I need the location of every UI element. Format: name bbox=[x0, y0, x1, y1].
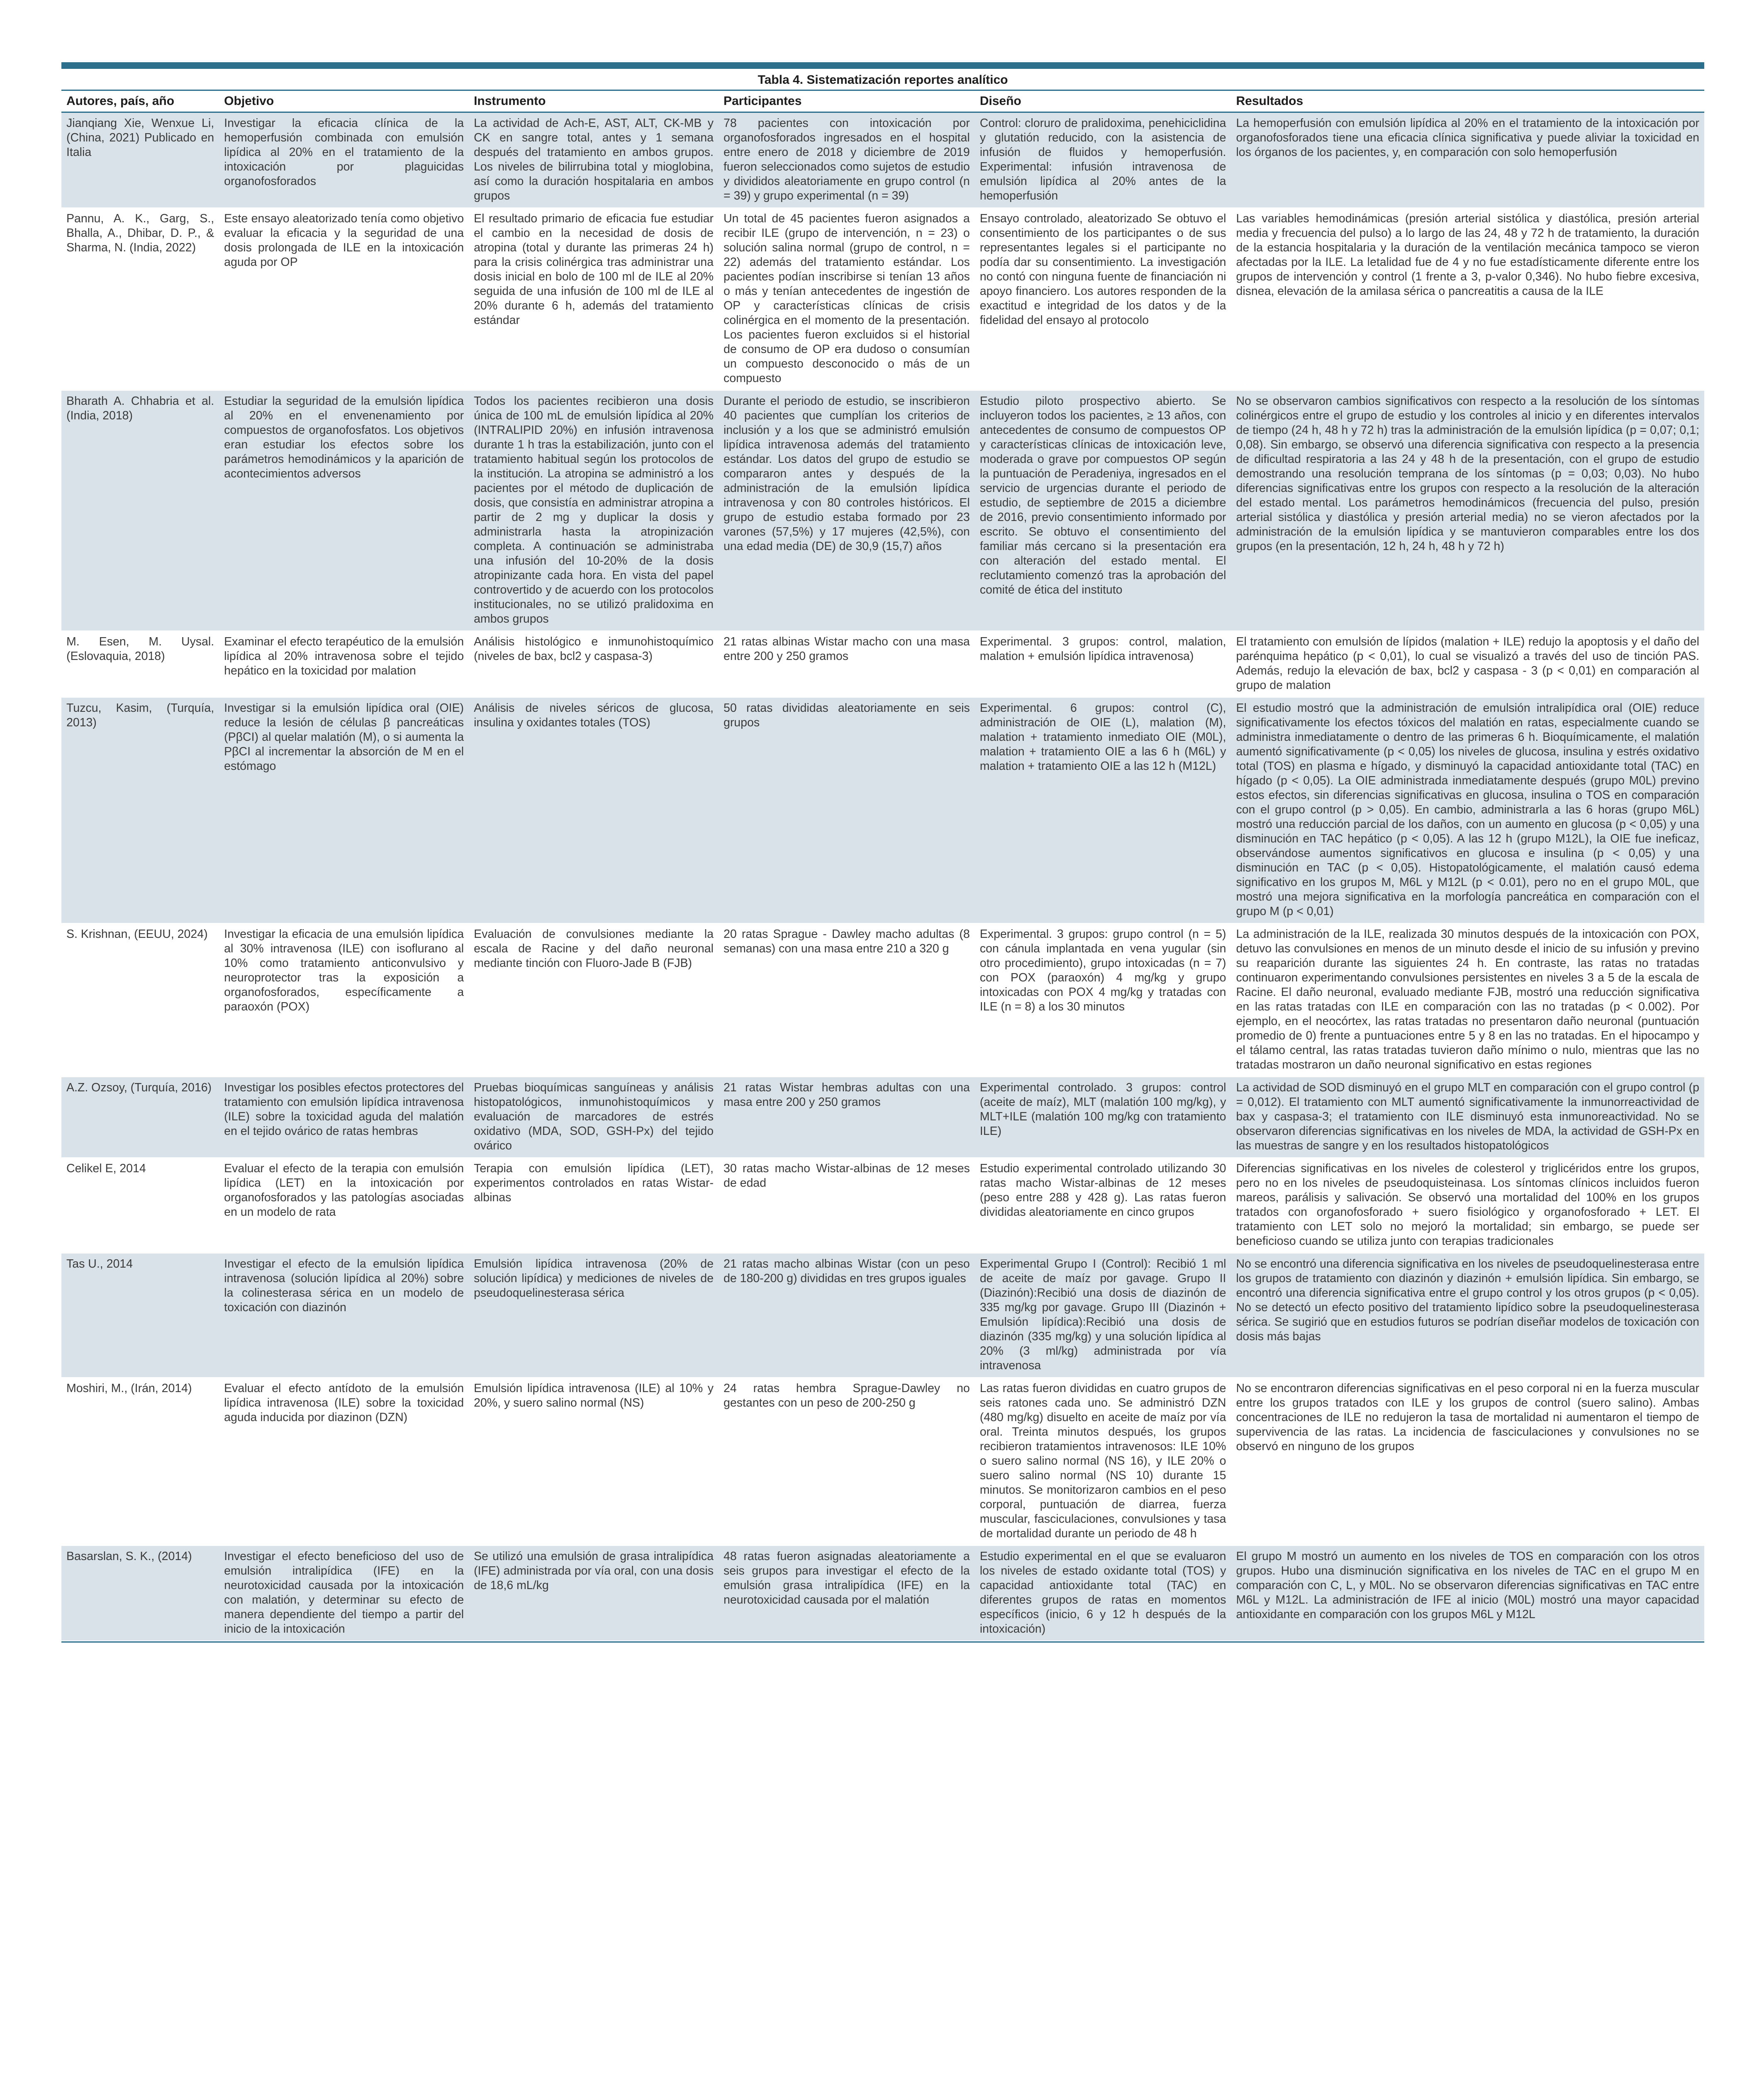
cell-diseno: Ensayo controlado, aleatorizado Se obtuvo el consentimiento de los participantes o de sus representantes legales si el participante no podía dar su consentimiento. La investigación no contó con ninguna fuente de financiación ni apoyo financiero. Los autores responden de la exactitud e integridad de los datos y de la fidelidad del ensayo al protocolo bbox=[975, 208, 1231, 390]
header-instrumento: Instrumento bbox=[469, 91, 719, 112]
table-row bbox=[61, 1077, 1704, 1158]
top-rule bbox=[61, 62, 1704, 69]
cell-objetivo: Evaluar el efecto de la terapia con emulsión lipídica (LET) en la intoxicación por organofosforados y las patologías asociadas en un modelo de rata bbox=[219, 1158, 469, 1253]
cell-autores: Tas U., 2014 bbox=[61, 1253, 219, 1378]
header-autores: Autores, país, año bbox=[61, 91, 219, 112]
cell-objetivo: Este ensayo aleatorizado tenía como objetivo evaluar la eficacia y la seguridad de una dosis prolongada de ILE en la intoxicación aguda por OP bbox=[219, 208, 469, 390]
cell-objetivo: Evaluar el efecto antídoto de la emulsión lipídica intravenosa (ILE) sobre la toxicidad aguda inducida por diazinon (DZN) bbox=[219, 1378, 469, 1546]
cell-autores: Bharath A. Chhabria et al.(India, 2018) bbox=[61, 390, 219, 631]
cell-resultados: El tratamiento con emulsión de lípidos (malation + ILE) redujo la apoptosis y el daño del parénquima hepático (p < 0,01), lo cual se visualizó a través del uso de tinción PAS. Además, redujo la elevación de bax, bcl2 y caspasa - 3 (p < 0,01) en comparación al grupo de malation bbox=[1231, 631, 1704, 697]
cell-objetivo: Investigar la eficacia clínica de la hemoperfusión combinada con emulsión lipídica al 20% en el tratamiento de la intoxicación por plaguicidas organofosforados bbox=[219, 112, 469, 208]
cell-resultados: Las variables hemodinámicas (presión arterial sistólica y diastólica, presión arterial media y frecuencia del pulso) a lo largo de las 24, 48 y 72 h de tratamiento, la duración de la estancia hospitalaria y la duración de la ventilación mecánica tampoco se vieron afectadas por la ILE. La letalidad fue de 4 y no fue estadísticamente diferente entre los grupos de intervención y control (1 frente a 3, p-valor 0,346). No hubo fiebre excesiva, disnea, elevación de la amilasa sérica o pancreatitis a causa de la ILE bbox=[1231, 208, 1704, 390]
cell-participantes: Durante el periodo de estudio, se inscribieron 40 pacientes que cumplían los criterios de inclusión y a los que se administró emulsión lipídica intravenosa además del tratamiento estándar. Los datos del grupo de estudio se compararon antes y después de la administración de la emulsión lipídica intravenosa y con 80 controles históricos. El grupo de estudio estaba formado por 23 varones (57,5%) y 17 mujeres (42,5%), con una edad media (DE) de 30,9 (15,7) años bbox=[719, 390, 975, 631]
header-objetivo: Objetivo bbox=[219, 91, 469, 112]
cell-instrumento: Emulsión lipídica intravenosa (ILE) al 10% y 20%, y suero salino normal (NS) bbox=[469, 1378, 719, 1546]
cell-diseno: Estudio piloto prospectivo abierto. Se incluyeron todos los pacientes, ≥ 13 años, con antecedentes de consumo de compuestos OP y características clínicas de intoxicación leve, moderada o grave por compuestos OP según la puntuación de Peradeniya, ingresados en el servicio de urgencias durante el periodo de estudio, de septiembre de 2015 a diciembre de 2016, previo consentimiento informado por escrito. Se obtuvo el consentimiento del familiar más cercano si la presentación era con alteración del estado mental. El reclutamiento comenzó tras la aprobación del comité de ética del instituto bbox=[975, 390, 1231, 631]
header-diseno: Diseño bbox=[975, 91, 1231, 112]
cell-instrumento: La actividad de Ach-E, AST, ALT, CK-MB y CK en sangre total, antes y 1 semana después del tratamiento en ambos grupos. Los niveles de bilirrubina total y mioglobina, así como la duración hospitalaria en ambos grupos bbox=[469, 112, 719, 208]
cell-participantes: 30 ratas macho Wistar-albinas de 12 meses de edad bbox=[719, 1158, 975, 1253]
cell-diseno: Experimental Grupo I (Control): Recibió 1 ml de aceite de maíz por gavage. Grupo II (Diazinón):Recibió una dosis de diazinón de 335 mg/kg por gavage. Grupo III (Diazinón + Emulsión lipídica):Recibió una dosis de diazinón (335 mg/kg) y una solución lipídica al 20% (3 ml/kg) administrada por vía intravenosa bbox=[975, 1253, 1231, 1378]
cell-autores: Jianqiang Xie, Wenxue Li, (China, 2021) Publicado en Italia bbox=[61, 112, 219, 208]
table-row bbox=[61, 1378, 1704, 1546]
cell-autores: S. Krishnan, (EEUU, 2024) bbox=[61, 923, 219, 1077]
cell-autores: Moshiri, M., (Irán, 2014) bbox=[61, 1378, 219, 1546]
cell-objetivo: Examinar el efecto terapéutico de la emulsión lipídica al 20% intravenosa sobre el tejido hepático en la toxicidad por malation bbox=[219, 631, 469, 697]
table-title: Tabla 4. Sistematización reportes analítico bbox=[61, 69, 1704, 91]
cell-instrumento: El resultado primario de eficacia fue estudiar el cambio en la necesidad de dosis de atropina (total y durante las primeras 24 h) para la crisis colinérgica tras administrar una dosis inicial en bolo de 100 ml de ILE al 20% seguida de una infusión de 100 ml de ILE al 20% durante 6 h, además del tratamiento estándar bbox=[469, 208, 719, 390]
cell-instrumento: Análisis de niveles séricos de glucosa, insulina y oxidantes totales (TOS) bbox=[469, 697, 719, 923]
cell-diseno: Control: cloruro de pralidoxima, penehiciclidina y glutatión reducido, con la asistencia de infusión de fluidos y hemoperfusión. Experimental: infusión intravenosa de emulsión lipídica al 20% antes de la hemoperfusión bbox=[975, 112, 1231, 208]
cell-diseno: Experimental. 3 grupos: control, malation, malation + emulsión lipídica intravenosa) bbox=[975, 631, 1231, 697]
table-row bbox=[61, 208, 1704, 390]
header-resultados: Resultados bbox=[1231, 91, 1704, 112]
cell-instrumento: Emulsión lipídica intravenosa (20% de solución lipídica) y mediciones de niveles de pseudoquelinesterasa sérica bbox=[469, 1253, 719, 1378]
cell-autores: Basarslan, S. K., (2014) bbox=[61, 1546, 219, 1641]
table-row bbox=[61, 1158, 1704, 1253]
cell-resultados: No se encontraron diferencias significativas en el peso corporal ni en la fuerza muscular entre los grupos tratados con ILE y los grupos de control (suero salino). Ambas concentraciones de ILE no redujeron la tasa de mortalidad ni aumentaron el tiempo de supervivencia de las ratas. La incidencia de fasciculaciones y convulsiones no se observó en ninguno de los grupos bbox=[1231, 1378, 1704, 1546]
cell-instrumento: Pruebas bioquímicas sanguíneas y análisis histopatológicos, inmunohistoquímicos y evaluación de marcadores de estrés oxidativo (MDA, SOD, GSH-Px) del tejido ovárico bbox=[469, 1077, 719, 1158]
cell-autores: Pannu, A. K., Garg, S., Bhalla, A., Dhibar, D. P., & Sharma, N. (India, 2022) bbox=[61, 208, 219, 390]
table-row bbox=[61, 1546, 1704, 1641]
table-row bbox=[61, 923, 1704, 1077]
cell-objetivo: Investigar el efecto de la emulsión lipídica intravenosa (solución lipídica al 20%) sobre la colinesterasa sérica en un modelo de toxicación con diazinón bbox=[219, 1253, 469, 1378]
cell-resultados: La hemoperfusión con emulsión lipídica al 20% en el tratamiento de la intoxicación por organofosforados tiene una eficacia clínica significativa y puede aliviar la toxicidad en los órganos de los pacientes, y, en comparación con solo hemoperfusión bbox=[1231, 112, 1704, 208]
cell-participantes: 78 pacientes con intoxicación por organofosforados ingresados en el hospital entre enero de 2018 y diciembre de 2019 fueron seleccionados como sujetos de estudio y divididos aleatoriamente en grupo control (n = 39) y grupo experimental (n = 39) bbox=[719, 112, 975, 208]
cell-diseno: Estudio experimental en el que se evaluaron los niveles de estado oxidante total (TOS) y capacidad antioxidante total (TAC) en diferentes grupos de ratas en momentos específicos (inicio, 6 y 12 h después de la intoxicación) bbox=[975, 1546, 1231, 1641]
header-participantes: Participantes bbox=[719, 91, 975, 112]
cell-instrumento: Terapia con emulsión lipídica (LET), experimentos controlados en ratas Wistar-albinas bbox=[469, 1158, 719, 1253]
cell-resultados: El grupo M mostró un aumento en los niveles de TOS en comparación con los otros grupos. Hubo una disminución significativa en los niveles de TAC en el grupo M en comparación con C, L, y M0L. No se observaron diferencias significativas en TAC entre M6L y M12L. La administración de IFE al inicio (M0L) mostró una mayor capacidad antioxidante en comparación con los grupos M6L y M12L bbox=[1231, 1546, 1704, 1641]
cell-diseno: Experimental. 6 grupos: control (C), administración de OIE (L), malation (M), malation + tratamiento inmediato OIE (M0L), malation + tratamiento OIE a las 6 h (M6L) y malation + tratamiento OIE a las 12 h (M12L) bbox=[975, 697, 1231, 923]
cell-objetivo: Investigar si la emulsión lipídica oral (OIE) reduce la lesión de células β pancreáticas (PβCI) al quelar malatión (M), o si aumenta la PβCI al incrementar la absorción de M en el estómago bbox=[219, 697, 469, 923]
table-row bbox=[61, 1253, 1704, 1378]
cell-resultados: No se observaron cambios significativos con respecto a la resolución de los síntomas colinérgicos entre el grupo de estudio y los controles al inicio y en diferentes intervalos de tiempo (24 h, 48 h y 72 h) tras la administración de la emulsión lipídica (p = 0,07; 0,1; 0,08). Sin embargo, se observó una diferencia significativa con respecto a la presencia de dificultad respiratoria a las 24 y 48 h de la presentación, con el grupo de estudio demostrando una resolución temprana de los síntomas (p = 0,03; 0,03). No hubo diferencias significativas entre los grupos con respecto a la resolución de la alteración del estado mental. Los parámetros hemodinámicos (frecuencia del pulso, presión arterial sistólica y diastólica y presión arterial media) no se vieron afectados por la administración de la emulsión lipídica y se mantuvieron comparables entre los dos grupos (en la presentación, 12 h, 24 h, 48 h y 72 h) bbox=[1231, 390, 1704, 631]
cell-instrumento: Se utilizó una emulsión de grasa intralipídica (IFE) administrada por vía oral, con una dosis de 18,6 mL/kg bbox=[469, 1546, 719, 1641]
cell-diseno: Experimental. 3 grupos: grupo control (n = 5) con cánula implantada en vena yugular (sin otro procedimiento), grupo intoxicadas (n = 7) con POX (paraoxón) 4 mg/kg y grupo intoxicadas con POX 4 mg/kg y tratadas con ILE (n = 8) a los 30 minutos bbox=[975, 923, 1231, 1077]
cell-instrumento: Evaluación de convulsiones mediante la escala de Racine y del daño neuronal mediante tinción con Fluoro-Jade B (FJB) bbox=[469, 923, 719, 1077]
cell-autores: Celikel E, 2014 bbox=[61, 1158, 219, 1253]
cell-participantes: 50 ratas divididas aleatoriamente en seis grupos bbox=[719, 697, 975, 923]
table-row bbox=[61, 697, 1704, 923]
table-row bbox=[61, 631, 1704, 697]
bottom-rule bbox=[61, 1641, 1704, 1643]
table-row bbox=[61, 390, 1704, 631]
cell-resultados: La administración de la ILE, realizada 30 minutos después de la intoxicación con POX, detuvo las convulsiones en menos de un minuto desde el inicio de su infusión y previno su reaparición durante las siguientes 24 h. En contraste, las ratas no tratadas continuaron experimentando convulsiones persistentes en niveles 3 a 5 de la escala de Racine. El daño neuronal, evaluado mediante FJB, mostró una reducción significativa en las ratas tratadas con ILE en comparación con las no tratadas (p < 0.002). Por ejemplo, en el neocórtex, las ratas tratadas no presentaron daño neuronal (puntuación promedio de 0) frente a puntuaciones entre 5 y 8 en las no tratadas. En el hipocampo y el tálamo central, las ratas tratadas tuvieron daño mínimo o nulo, mientras que las no tratadas mostraron un daño neuronal significativo en estas regiones bbox=[1231, 923, 1704, 1077]
cell-participantes: 20 ratas Sprague - Dawley macho adultas (8 semanas) con una masa entre 210 a 320 g bbox=[719, 923, 975, 1077]
cell-resultados: La actividad de SOD disminuyó en el grupo MLT en comparación con el grupo control (p = 0,012). El tratamiento con MLT aumentó significativamente la inmunorreactividad de bax y caspasa-3; el tratamiento con ILE disminuyó esta inmunoreactividad. No se observaron diferencias significativas en los niveles de MDA, la actividad de GSH-Px en las muestras de sangre y en los resultados histopatológicos bbox=[1231, 1077, 1704, 1158]
cell-instrumento: Todos los pacientes recibieron una dosis única de 100 mL de emulsión lipídica al 20% (INTRALIPID 20%) en infusión intravenosa durante 1 h tras la estabilización, junto con el tratamiento habitual según los protocolos de la institución. La atropina se administró a los pacientes por el método de duplicación de dosis, que consistía en administrar atropina a partir de 2 mg y duplicar la dosis y administrarla hasta la atropinización completa. A continuación se administraba una infusión del 10-20% de la dosis atropinizante cada hora. En vista del papel controvertido y de acuerdo con los protocolos institucionales, no se utilizó pralidoxima en ambos grupos bbox=[469, 390, 719, 631]
cell-resultados: El estudio mostró que la administración de emulsión intralipídica oral (OIE) reduce significativamente los efectos tóxicos del malatión en ratas, especialmente cuando se administra inmediatamente o dentro de las primeras 6 h. Bioquímicamente, el malatión aumentó significativamente (p < 0,05) los niveles de glucosa, insulina y estrés oxidativo total (TOS) en plasma e hígado, y disminuyó la capacidad antioxidante total (TAC) en hígado (p < 0,05). La OIE administrada inmediatamente después (grupo M0L) previno estos efectos, sin diferencias significativas en glucosa, insulina o TOS en comparación con el grupo control (p > 0,05). En cambio, administrarla a las 6 horas (grupo M6L) mostró una reducción parcial de los daños, con un aumento en glucosa (p < 0,05) y una disminución en TAC hepático (p < 0,05). A las 12 h (grupo M12L), la OIE fue ineficaz, observándose aumentos significativos en glucosa e insulina (p < 0,05) y una disminución en TAC (p < 0,05). Histopatológicamente, el malatión causó edema significativo en los grupos M, M6L y M12L (p < 0.01), pero no en el grupo M0L, que mostró una mejora significativa en la morfología pancreática en comparación con el grupo M (p < 0,01) bbox=[1231, 697, 1704, 923]
cell-participantes: 21 ratas albinas Wistar macho con una masa entre 200 y 250 gramos bbox=[719, 631, 975, 697]
cell-objetivo: Investigar los posibles efectos protectores del tratamiento con emulsión lipídica intravenosa (ILE) sobre la toxicidad aguda del malatión en el tejido ovárico de ratas hembras bbox=[219, 1077, 469, 1158]
cell-participantes: 24 ratas hembra Sprague-Dawley no gestantes con un peso de 200-250 g bbox=[719, 1378, 975, 1546]
cell-objetivo: Estudiar la seguridad de la emulsión lipídica al 20% en el envenenamiento por compuestos de organofosfatos. Los objetivos eran estudiar los efectos sobre los parámetros hemodinámicos y la aparición de acontecimientos adversos bbox=[219, 390, 469, 631]
table-row bbox=[61, 112, 1704, 208]
cell-autores: M. Esen, M. Uysal. (Eslovaquia, 2018) bbox=[61, 631, 219, 697]
cell-participantes: 48 ratas fueron asignadas aleatoriamente a seis grupos para investigar el efecto de la emulsión grasa intralipídica (IFE) en la neurotoxicidad causada por el malatión bbox=[719, 1546, 975, 1641]
cell-instrumento: Análisis histológico e inmunohistoquímico (niveles de bax, bcl2 y caspasa-3) bbox=[469, 631, 719, 697]
cell-resultados: No se encontró una diferencia significativa en los niveles de pseudoquelinesterasa entre los grupos de tratamiento con diazinón y diazinón + emulsión lipídica. Sin embargo, se encontró una diferencia significativa entre el grupo control y los otros grupos (p < 0,05). No se detectó un efecto positivo del tratamiento lipídico sobre la pseudoquelinesterasa sérica. Se sugirió que en estudios futuros se podrían diseñar modelos de toxicación con dosis más bajas bbox=[1231, 1253, 1704, 1378]
header-row bbox=[61, 91, 1704, 112]
document-page bbox=[61, 62, 1704, 1643]
cell-diseno: Estudio experimental controlado utilizando 30 ratas macho Wistar-albinas de 12 meses (peso entre 288 y 428 g). Las ratas fueron divididas aleatoriamente en cinco grupos bbox=[975, 1158, 1231, 1253]
cell-diseno: Las ratas fueron divididas en cuatro grupos de seis ratones cada uno. Se administró DZN (480 mg/kg) disuelto en aceite de maíz por vía oral. Treinta minutos después, los grupos recibieron tratamientos intravenosos: ILE 10% o suero salino normal (NS 16), y ILE 20% o suero salino normal (NS 10) durante 15 minutos. Se monitorizaron cambios en el peso corporal, puntuación de diarrea, fuerza muscular, fasciculaciones, convulsiones y tasa de mortalidad durante un periodo de 48 h bbox=[975, 1378, 1231, 1546]
cell-diseno: Experimental controlado. 3 grupos: control (aceite de maíz), MLT (malatión 100 mg/kg), y MLT+ILE (malatión 100 mg/kg con tratamiento ILE) bbox=[975, 1077, 1231, 1158]
cell-participantes: 21 ratas macho albinas Wistar (con un peso de 180-200 g) divididas en tres grupos iguales bbox=[719, 1253, 975, 1378]
cell-autores: A.Z. Ozsoy, (Turquía, 2016) bbox=[61, 1077, 219, 1158]
cell-objetivo: Investigar el efecto beneficioso del uso de emulsión intralipídica (IFE) en la neurotoxicidad causada por la intoxicación con malatión, y determinar su efecto de manera dependiente del tiempo a partir del inicio de la intoxicación bbox=[219, 1546, 469, 1641]
systematization-table bbox=[61, 91, 1704, 1641]
cell-autores: Tuzcu, Kasim, (Turquía, 2013) bbox=[61, 697, 219, 923]
cell-objetivo: Investigar la eficacia de una emulsión lipídica al 30% intravenosa (ILE) con isoflurano al 10% como tratamiento anticonvulsivo y neuroprotector tras la exposición a organofosforados, específicamente a paraoxón (POX) bbox=[219, 923, 469, 1077]
cell-resultados: Diferencias significativas en los niveles de colesterol y triglicéridos entre los grupos, pero no en los niveles de pseudoquisteinasa. Los síntomas clínicos incluidos fueron mareos, parálisis y salivación. Se observó una mortalidad del 100% en los grupos tratados con organofosforado + suero fisiológico y organofosforado + LET. El tratamiento con LET solo no mejoró la mortalidad; sin embargo, se puede ser beneficioso cuando se utiliza junto con terapias tradicionales bbox=[1231, 1158, 1704, 1253]
cell-participantes: Un total de 45 pacientes fueron asignados a recibir ILE (grupo de intervención, n = 23) o solución salina normal (grupo de control, n = 22) además del tratamiento estándar. Los pacientes podían inscribirse si tenían 13 años o más y tenían antecedentes de ingestión de OP y características clínicas de crisis colinérgica en el momento de la presentación. Los pacientes fueron excluidos si el historial de consumo de OP era dudoso o consumían un compuesto desconocido o más de un compuesto bbox=[719, 208, 975, 390]
cell-participantes: 21 ratas Wistar hembras adultas con una masa entre 200 y 250 gramos bbox=[719, 1077, 975, 1158]
